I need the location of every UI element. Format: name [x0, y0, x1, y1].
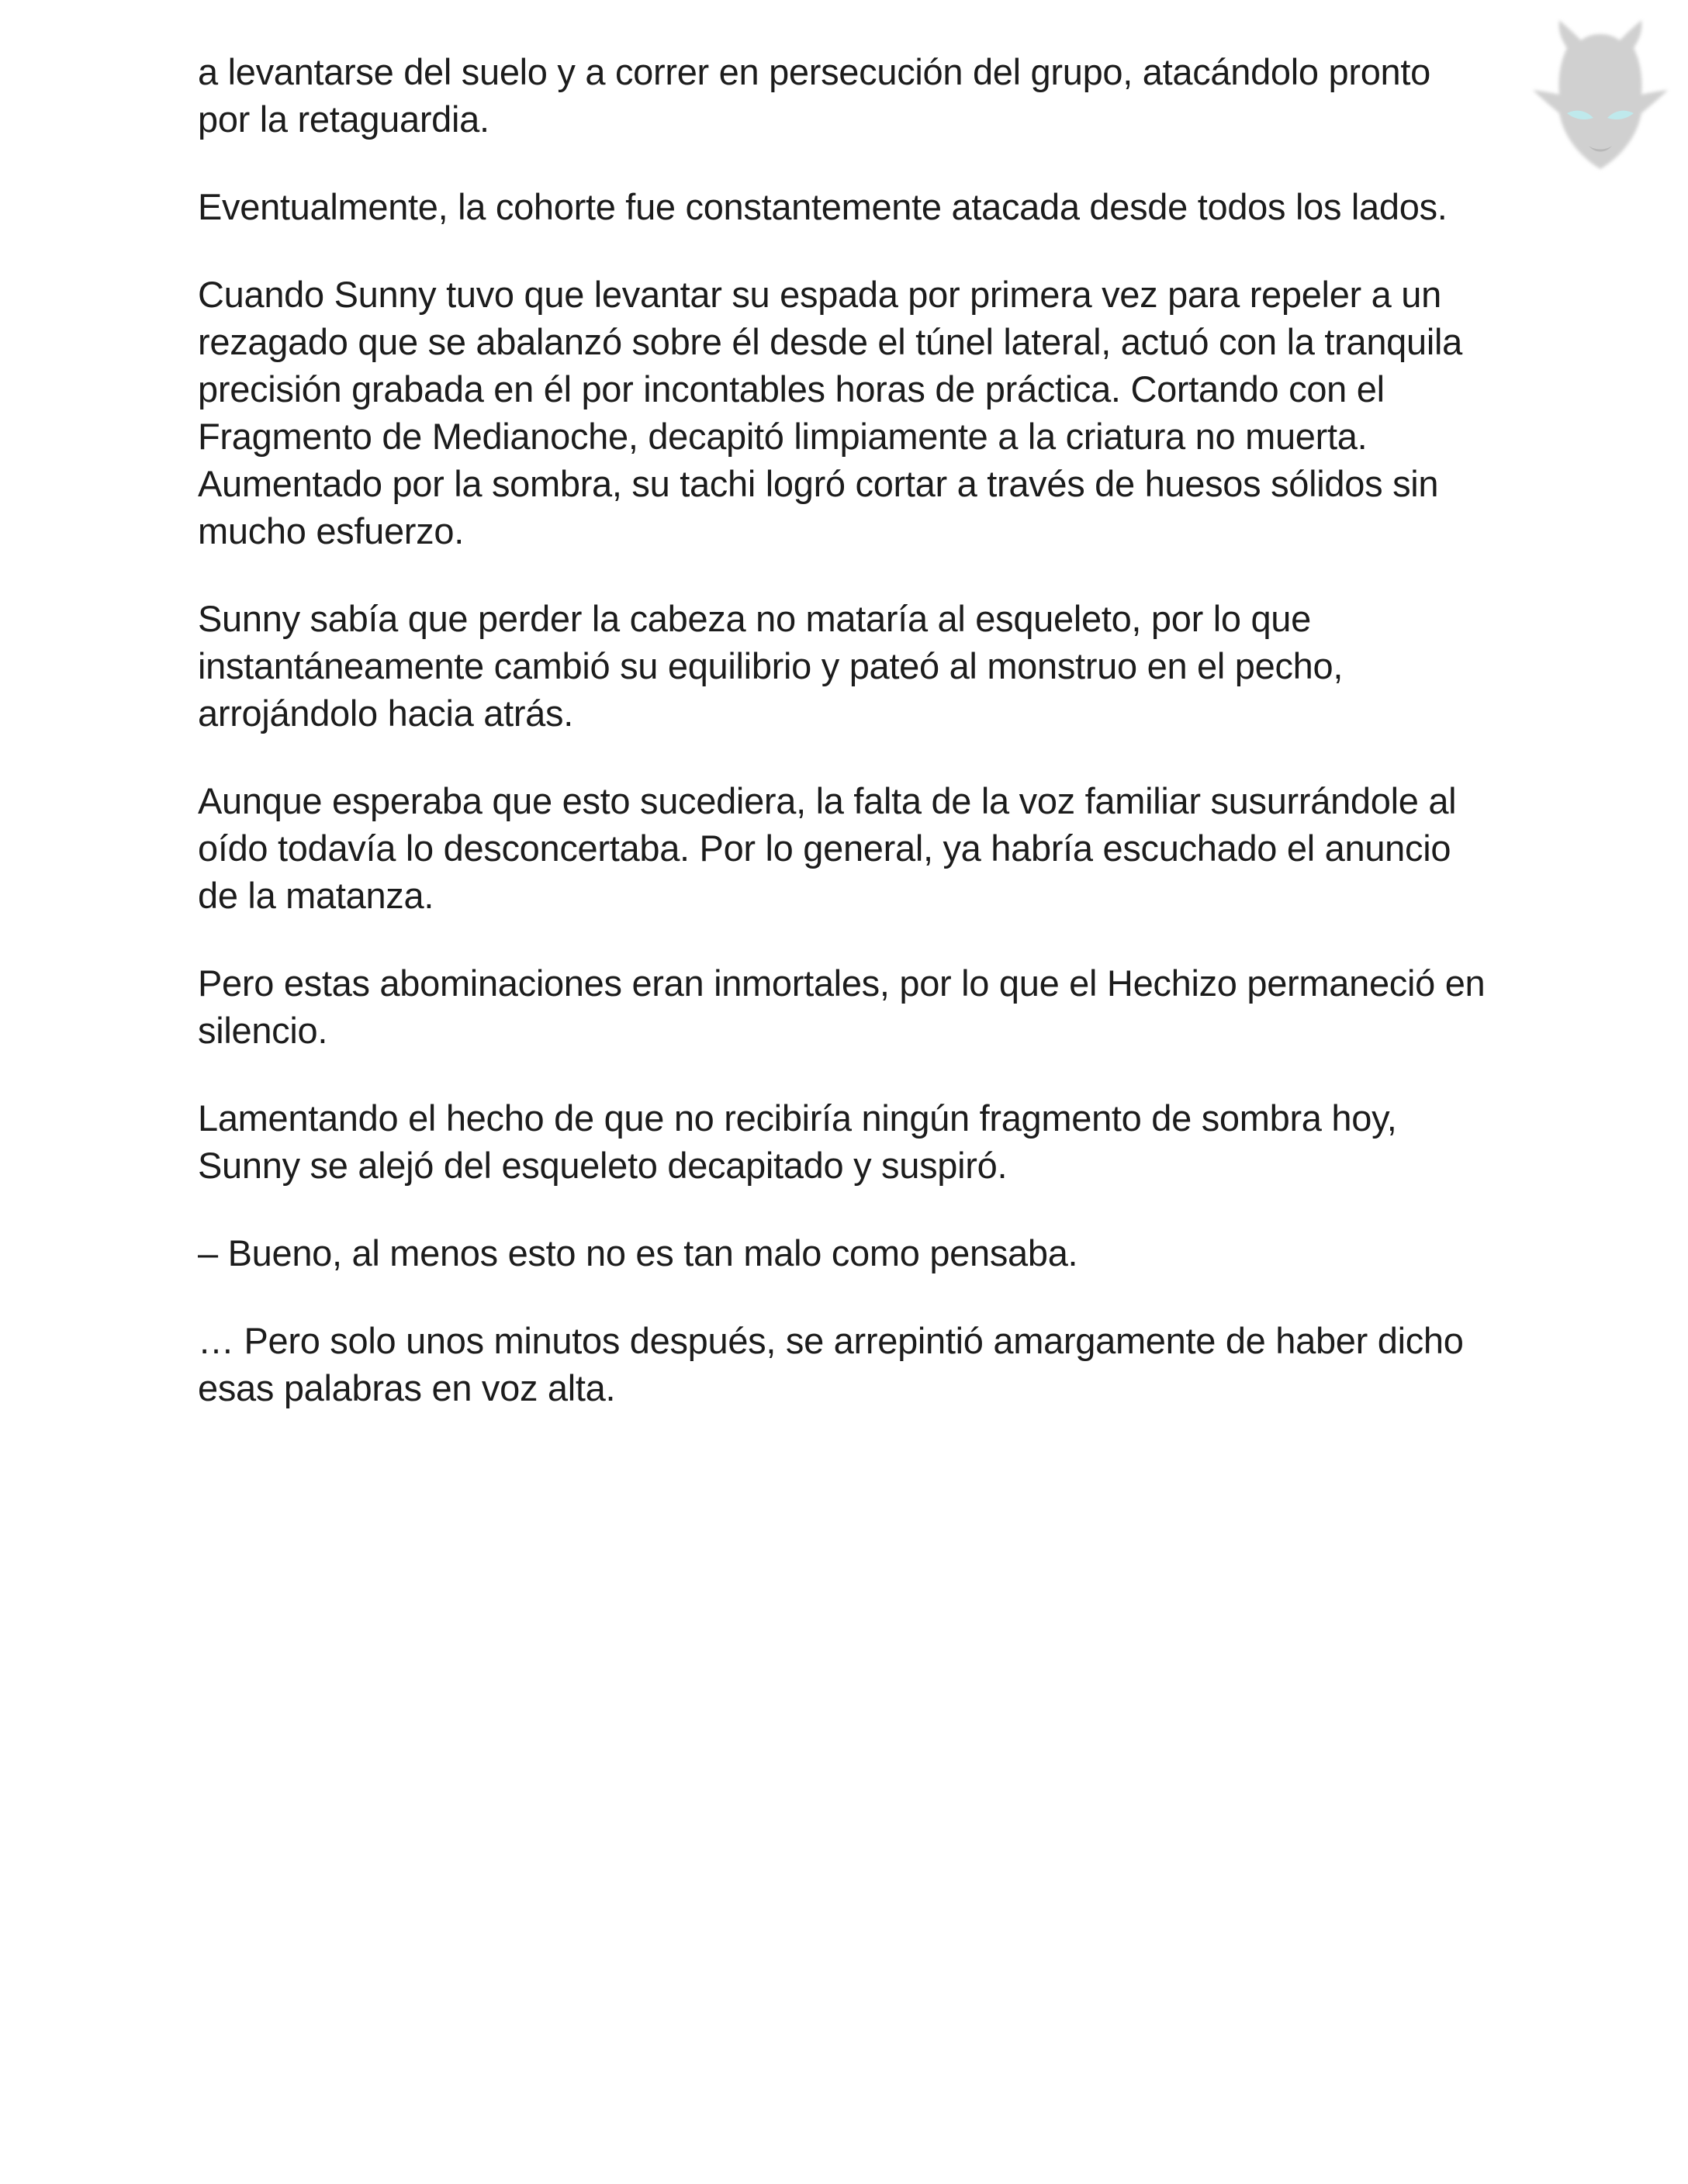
demon-head-logo-icon: [1527, 14, 1674, 185]
paragraph: … Pero solo unos minutos después, se arrepintió amargamente de haber dicho esas palabras en voz alta.: [198, 1320, 1464, 1408]
paragraph: Lamentando el hecho de que no recibiría ningún fragmento de sombra hoy, Sunny se alejó del esqueleto decapitado y suspiró.: [198, 1097, 1397, 1186]
paragraph: a levantarse del suelo y a correr en persecución del grupo, atacándolo pronto por la retaguardia.: [198, 51, 1430, 140]
paragraph: – Bueno, al menos esto no es tan malo como pensaba.: [198, 1232, 1078, 1273]
paragraph: Cuando Sunny tuvo que levantar su espada por primera vez para repeler a un rezagado que se abalanzó sobre él desde el túnel lateral, actuó con la tranquila precisión grabada en él por incontables horas de práctica. Cortando con el Fragmento de Medianoche, decapitó limpiamente a la criatura no muerta. Aumentado por la sombra, su tachi logró cortar a través de huesos sólidos sin mucho esfuerzo.: [198, 274, 1462, 551]
paragraph: Pero estas abominaciones eran inmortales, por lo que el Hechizo permaneció en silencio.: [198, 962, 1486, 1051]
chapter-text: [198, 48, 1486, 1452]
paragraph: Aunque esperaba que esto sucediera, la falta de la voz familiar susurrándole al oído todavía lo desconcertaba. Por lo general, ya habría escuchado el anuncio de la matanza.: [198, 780, 1457, 916]
paragraph: Eventualmente, la cohorte fue constantemente atacada desde todos los lados.: [198, 186, 1448, 227]
paragraph: Sunny sabía que perder la cabeza no mataría al esqueleto, por lo que instantáneamente cambió su equilibrio y pateó al monstruo en el pecho, arrojándolo hacia atrás.: [198, 598, 1344, 734]
